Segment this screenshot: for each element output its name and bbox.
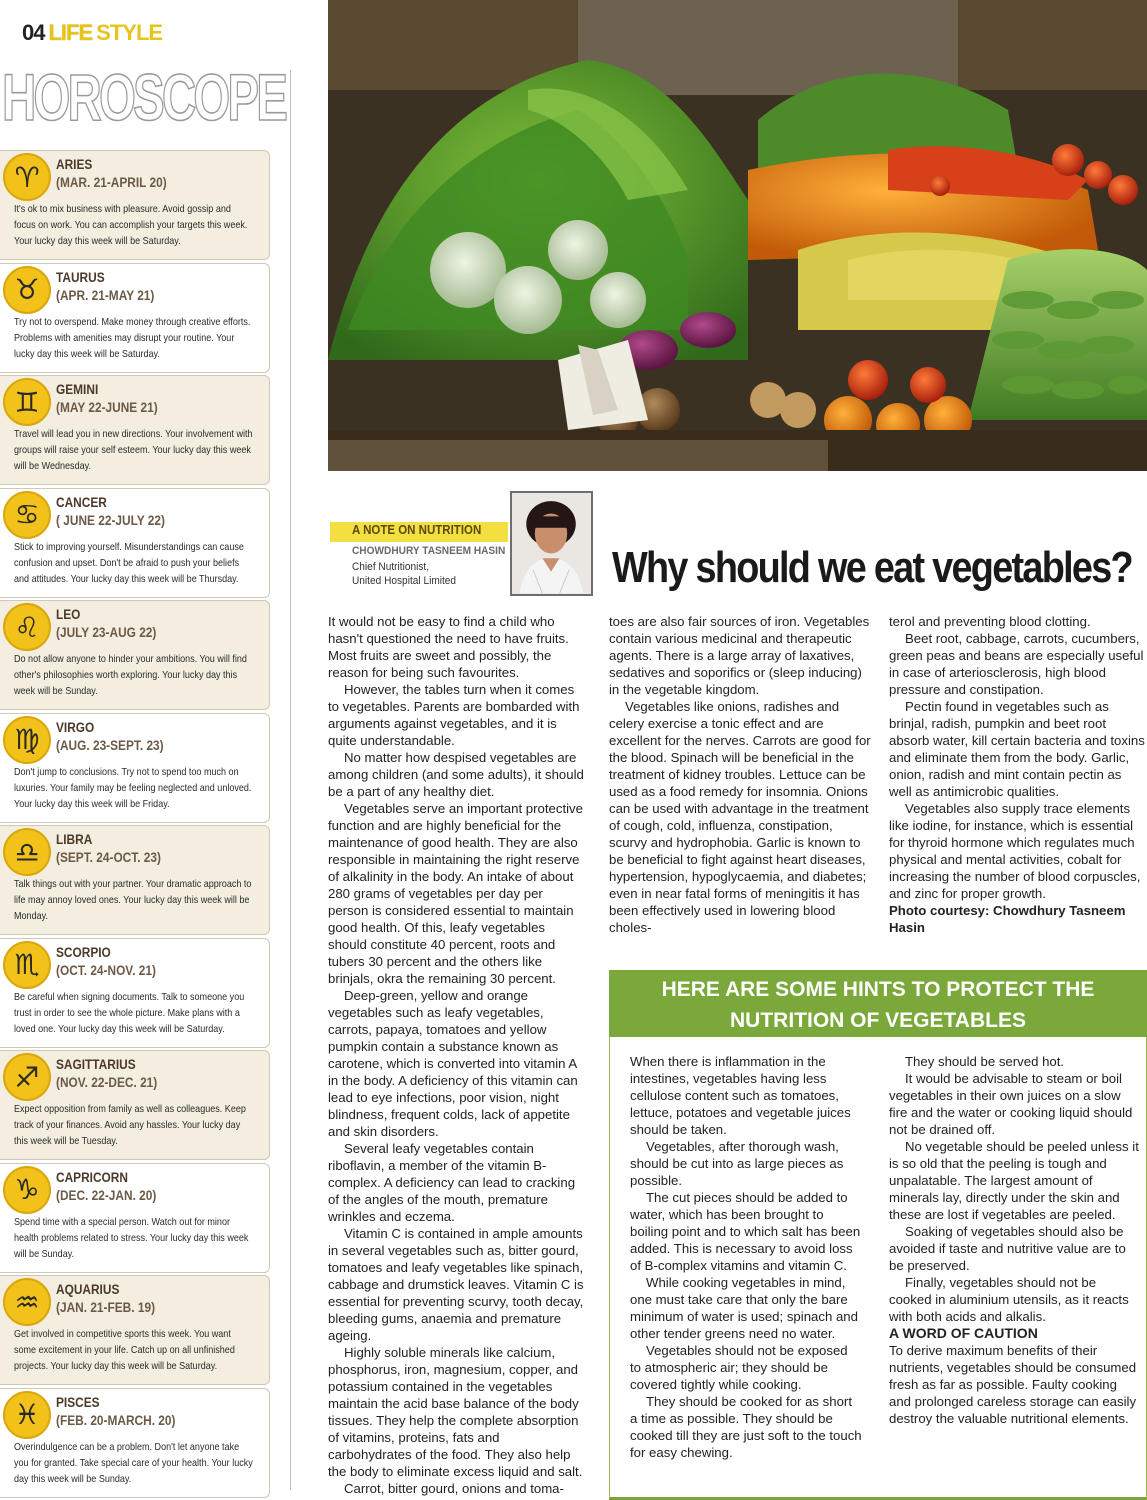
paragraph: Vegetables serve an important protective function and are highly beneficial for the maintenance of good health. They are also responsible in maintaining the right reserve of alkalinity in the body. An intake of about 280 grams of vegetables per day per person is considered essential to maintain good health. Of this, leafy vegetables should constitute 40 percent, roots and tubers 30 percent and the others like brinjals, okra the remaining 30 percent. [328, 801, 583, 986]
sign-dates: (JULY 23-AUG 22) [56, 625, 157, 640]
taurus-icon: ♉ [3, 266, 51, 314]
author-portrait [512, 493, 591, 594]
sign-forecast: Talk things out with your partner. Your dramatic approach to life may annoy loved ones. Your lucky day this week will be Monday. [14, 878, 252, 922]
horoscope-title: HOROSCOPE [2, 60, 286, 134]
paragraph: Several leafy vegetables contain riboflavin, a member of the vitamin B-complex. A deficiency can lead to cracking of the angles of the mouth, premature wrinkles and eczema. [328, 1141, 576, 1224]
paragraph: Highly soluble minerals like calcium, phosphorus, iron, magnesium, copper, and potassium contained in the vegetables maintain the acid base balance of the body tissues. They help the complete absorption of vitamins, proteins, fats and carbohydrates of the food. They also help the body to eliminate excess liquid and salt. [328, 1345, 583, 1479]
sign-dates: (MAR. 21-APRIL 20) [56, 175, 167, 190]
caution-text: To derive maximum benefits of their nutrients, vegetables should be consumed fresh as far as possible. Faulty cooking and prolonged careless storage can easily destroy the valuable nutritional elements. [889, 1343, 1137, 1426]
section-label-style: STYLE [96, 20, 163, 45]
sign-dates: (MAY 22-JUNE 21) [56, 400, 158, 415]
horoscope-card-cancer [0, 488, 270, 598]
sign-forecast: Try not to overspend. Make money through creative efforts. Problems with amenities may disrupt your routine. Your lucky day this week will be Saturday. [14, 315, 251, 360]
sign-name: SCORPIO [56, 944, 111, 960]
article-column-2 [609, 613, 871, 936]
cancer-icon: ♋ [3, 491, 51, 539]
virgo-icon: ♍ [3, 716, 51, 764]
paragraph: However, the tables turn when it comes to vegetables. Parents are bombarded with arguments against vegetables, and it is quite understandable. [328, 682, 580, 748]
paragraph: Soaking of vegetables should also be avoided if taste and nutritive value are to be preserved. [889, 1224, 1126, 1273]
paragraph: The cut pieces should be added to water, which has been brought to boiling point and to which salt has been added. This is necessary to avoid loss of B-complex vitamins and vitamin C. [630, 1190, 861, 1273]
sign-dates: (APR. 21-MAY 21) [56, 287, 155, 303]
sign-dates: (OCT. 24-NOV. 21) [56, 962, 156, 978]
paragraph: Vegetables, after thorough wash, should be cut into as large pieces as possible. [630, 1139, 844, 1188]
horoscope-card-capricorn [0, 1163, 270, 1273]
sign-name: CAPRICORN [56, 1169, 128, 1185]
paragraph: Vegetables also supply trace elements like iodine, for instance, which is essential for thyroid hormone which regulates much physical and mental activities, cobalt for increasing the number of blood corpuscles, and zinc for proper growth. [889, 801, 1141, 901]
sign-forecast: Don't jump to conclusions. Try not to spend too much on luxuries. Your family may be feeling neglected and unloved. Your lucky day this week will be Friday. [14, 765, 252, 810]
sign-name: SAGITTARIUS [56, 1057, 136, 1072]
paragraph: No matter how despised vegetables are among children (and some adults), it should be a part of any healthy diet. [328, 750, 584, 799]
hints-banner: HERE ARE SOME HINTS TO PROTECT THE NUTRITION OF VEGETABLES [609, 970, 1147, 1037]
horoscope-card-aries [0, 150, 270, 260]
article-column-3 [889, 613, 1147, 936]
horoscope-card-libra [0, 825, 270, 935]
sign-dates: ( JUNE 22-JULY 22) [56, 512, 165, 528]
paragraph: It would be advisable to steam or boil vegetables in their own juices on a slow fire and the water or cooking liquid should not be drained off. [889, 1071, 1133, 1137]
sign-forecast: Spend time with a special person. Watch out for minor health problems related to stress. Your lucky day this week will be Sunday. [14, 1215, 249, 1260]
paragraph: terol and preventing blood clotting. [889, 614, 1091, 629]
paragraph: Finally, vegetables should not be cooked in aluminium utensils, as it reacts with both acids and alkalis. [889, 1275, 1129, 1324]
sign-dates: (JAN. 21-FEB. 19) [56, 1300, 156, 1315]
sign-forecast: It's ok to mix business with pleasure. Avoid gossip and focus on work. You can accomplish your targets this week. Your lucky day this week will be Saturday. [14, 203, 248, 247]
paragraph: No vegetable should be peeled unless it is so old that the peeling is tough and unpalatable. The largest amount of minerals lay, directly under the skin and these are lost if vegetables are peeled. [889, 1139, 1139, 1222]
sign-name: PISCES [56, 1394, 100, 1410]
sign-name: GEMINI [56, 382, 99, 397]
sign-dates: (DEC. 22-JAN. 20) [56, 1187, 157, 1203]
article-headline: Why should we eat vegetables? [612, 543, 1132, 592]
hero-photo-vegetables [328, 0, 1147, 471]
hints-column-2 [889, 1053, 1139, 1427]
article-column-1 [328, 613, 586, 1497]
paragraph: When there is inflammation in the intestines, vegetables having less cellulose content such as tomatoes, lettuce, potatoes and vegetable juices should be taken. [630, 1054, 851, 1137]
byline-kicker: A NOTE ON NUTRITION [352, 523, 482, 537]
sagittarius-icon: ♐ [3, 1053, 51, 1101]
sign-forecast: Travel will lead you in new directions. Your involvement with groups will raise your self esteem. Your lucky day this week will be Wednesday. [14, 428, 253, 472]
paragraph: Vegetables like onions, radishes and celery exercise a tonic effect and are excellent for the nerves. Carrots are good for the blood. Spinach will be beneficial in the treatment of kidney troubles. Lettuce can be used as a food remedy for insomnia. Onions can be used with advantage in the treatment of cough, cold, influenza, constipation, scurvy and hydrophobia. Garlic is known to be beneficial to fight against heart diseases, hypertension, hypoglycaemia, and diabetes; even in near fatal forms of meningitis it has been effectively used in lowering blood choles- [609, 699, 871, 935]
paragraph: Deep-green, yellow and orange vegetables such as leafy vegetables, carrots, papaya, tomatoes and yellow pumpkin contain a substance known as carotene, which is converted into vitamin A in the body. A deficiency of this vitamin can lead to eye infections, poor vision, night blindness, frequent colds, lack of appetite and skin disorders. [328, 988, 578, 1139]
sign-name: LIBRA [56, 832, 93, 847]
sign-forecast: Be careful when signing documents. Talk to someone you trust in order to see the whole picture. Make plans with a loved one. Your lucky day this week will be Saturday. [14, 990, 245, 1035]
paragraph: Carrot, bitter gourd, onions and toma- [344, 1481, 564, 1496]
horoscope-card-scorpio [0, 938, 270, 1048]
leo-icon: ♌ [3, 603, 51, 651]
sign-name: CANCER [56, 494, 107, 510]
sign-dates: (AUG. 23-SEPT. 23) [56, 737, 164, 753]
aries-icon: ♈ [3, 153, 51, 201]
gemini-icon: ♊ [3, 378, 51, 426]
paragraph: Beet root, cabbage, carrots, cucumbers, green peas and beans are especially useful in case of arteriosclerosis, high blood pressure and constipation. [889, 631, 1144, 697]
horoscope-card-pisces [0, 1388, 270, 1498]
sign-forecast: Overindulgence can be a problem. Don't let anyone take you for granted. Take special care of your health. Your lucky day this week will be Sunday. [14, 1440, 253, 1485]
sign-name: ARIES [56, 157, 93, 172]
column-divider [290, 70, 291, 1490]
sign-forecast: Do not allow anyone to hinder your ambitions. You will find other's philosophies worth exploring. Your lucky day this week will be Sunday. [14, 653, 247, 697]
paragraph: toes are also fair sources of iron. Vegetables contain various medicinal and therapeutic agents. There is a large array of laxatives, sedatives and soporifics or (sleep inducing) in the vegetable kingdom. [609, 614, 870, 697]
sign-name: AQUARIUS [56, 1282, 120, 1297]
paragraph: While cooking vegetables in mind, one must take care that only the bare minimum of water is used; spinach and other tender greens need no water. [630, 1275, 858, 1341]
paragraph: Vitamin C is contained in ample amounts in several vegetables such as, bitter gourd, tomatoes and leafy vegetables like spinach, cabbage and drumstick leaves. Vitamin C is essential for preventing scurvy, tooth decay, bleeding gums, anaemia and premature ageing. [328, 1226, 584, 1343]
sign-forecast: Get involved in competitive sports this week. You want some excitement in your life. Catch up on all unfinished projects. Your lucky day this week will be Saturday. [14, 1328, 235, 1372]
paragraph: They should be served hot. [905, 1054, 1065, 1069]
sign-dates: (NOV. 22-DEC. 21) [56, 1075, 158, 1090]
sign-name: VIRGO [56, 719, 95, 735]
sign-name: TAURUS [56, 269, 105, 285]
paragraph: They should be cooked for as short a time as possible. They should be cooked till they are just soft to the touch for easy chewing. [630, 1394, 862, 1460]
horoscope-card-virgo [0, 713, 270, 823]
paragraph: Vegetables should not be exposed to atmospheric air; they should be covered tightly while cooking. [630, 1343, 848, 1392]
capricorn-icon: ♑ [3, 1166, 51, 1214]
caution-heading: A WORD OF CAUTION [889, 1325, 1038, 1341]
sign-dates: (SEPT. 24-OCT. 23) [56, 850, 161, 865]
author-role: Chief Nutritionist, [352, 561, 430, 573]
horoscope-card-gemini [0, 375, 270, 485]
paragraph: Pectin found in vegetables such as brinjal, radish, pumpkin and beet root absorb water, kill certain bacteria and toxins and eliminate them from the body. Garlic, onion, radish and mint contain pectin as well as antimicrobic qualities. [889, 699, 1145, 799]
libra-icon: ♎ [3, 828, 51, 876]
author-name: CHOWDHURY TASNEEM HASIN [352, 545, 506, 557]
scorpio-icon: ♏ [3, 941, 51, 989]
vegetable-market-illustration [328, 0, 1147, 471]
author-organization: United Hospital Limited [352, 575, 457, 587]
sign-forecast: Expect opposition from family as well as colleagues. Keep track of your finances. Avoid any hassles. Your lucky day this week will be Tuesday. [14, 1103, 246, 1147]
horoscope-card-taurus [0, 263, 270, 373]
section-label-life: LIFE [48, 20, 93, 45]
sign-dates: (FEB. 20-MARCH. 20) [56, 1412, 176, 1428]
paragraph: It would not be easy to find a child who hasn't questioned the need to have fruits. Most fruits are sweet and possibly, the reason for being such favourites. [328, 614, 569, 680]
page-header [22, 20, 162, 50]
horoscope-card-sagittarius [0, 1050, 270, 1160]
horoscope-card-leo [0, 600, 270, 710]
sign-forecast: Stick to improving yourself. Misunderstandings can cause confusion and upset. Don't be afraid to push your beliefs and attitudes. Your lucky day this week will be Thursday. [14, 540, 244, 585]
sign-name: LEO [56, 607, 81, 622]
horoscope-card-aquarius [0, 1275, 270, 1385]
page-number: 04 [22, 20, 45, 45]
photo-credit: Photo courtesy: Chowdhury Tasneem Hasin [889, 903, 1126, 935]
pisces-icon: ♓ [3, 1391, 51, 1439]
hints-column-1 [630, 1053, 862, 1461]
author-photo [510, 491, 593, 596]
aquarius-icon: ♒ [3, 1278, 51, 1326]
